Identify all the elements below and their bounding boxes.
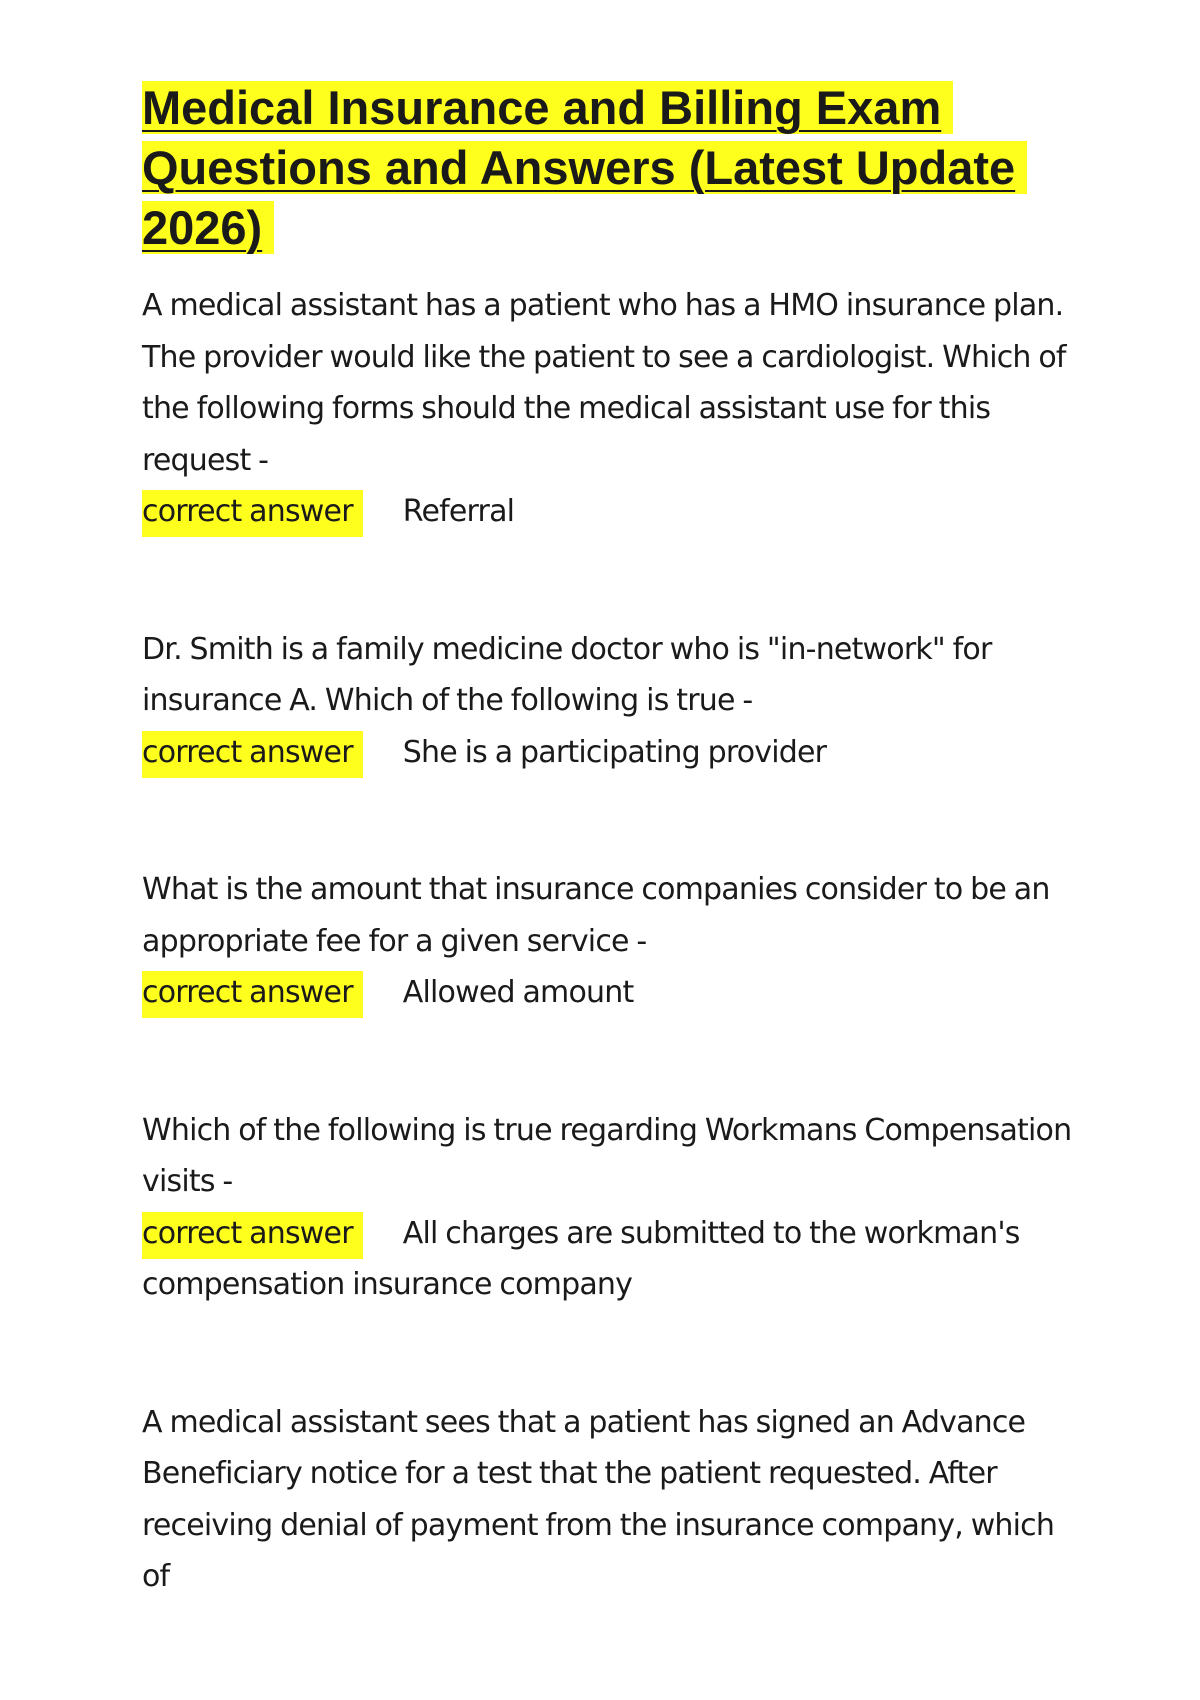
answer-text: Allowed amount <box>402 975 634 1010</box>
correct-answer-label: correct answer <box>142 490 363 537</box>
answer-line <box>142 486 1072 538</box>
question-text: A medical assistant sees that a patient has signed an Advance Beneficiary notice for a test that the patient requested. After receiving denial of payment from the insurance company, which of <box>142 1404 1055 1594</box>
answer-text: She is a participating provider <box>402 734 827 770</box>
question-text: A medical assistant has a patient who has a HMO insurance plan. The provider would like the patient to see a cardiologist. Which of the following forms should the medical assistant use for this request - <box>142 288 1066 478</box>
correct-answer-label: correct answer <box>142 1212 363 1259</box>
qa-item-3 <box>142 864 1072 1019</box>
question-text: Which of the following is true regarding Workmans Compensation visits - <box>142 1112 1072 1199</box>
answer-line <box>142 1208 1072 1311</box>
answer-text: All charges are submitted to the workman's compensation insurance company <box>142 1215 1020 1302</box>
qa-item-4 <box>142 1105 1072 1311</box>
document-title: Medical Insurance and Billing Exam Questions and Answers (Latest Update 2026) <box>142 78 1072 258</box>
qa-item-1 <box>142 280 1072 538</box>
document-page <box>142 78 1072 1603</box>
question-text: What is the amount that insurance companies consider to be an appropriate fee for a given service - <box>142 872 1050 959</box>
correct-answer-label: correct answer <box>142 971 363 1018</box>
qa-item-2 <box>142 624 1072 779</box>
answer-line <box>142 727 1072 779</box>
qa-item-5 <box>142 1397 1072 1603</box>
answer-text: Referral <box>402 494 515 529</box>
correct-answer-label: correct answer <box>142 731 363 778</box>
answer-line <box>142 967 1072 1019</box>
question-text: Dr. Smith is a family medicine doctor who is "in-network" for insurance A. Which of the following is true - <box>142 631 992 718</box>
